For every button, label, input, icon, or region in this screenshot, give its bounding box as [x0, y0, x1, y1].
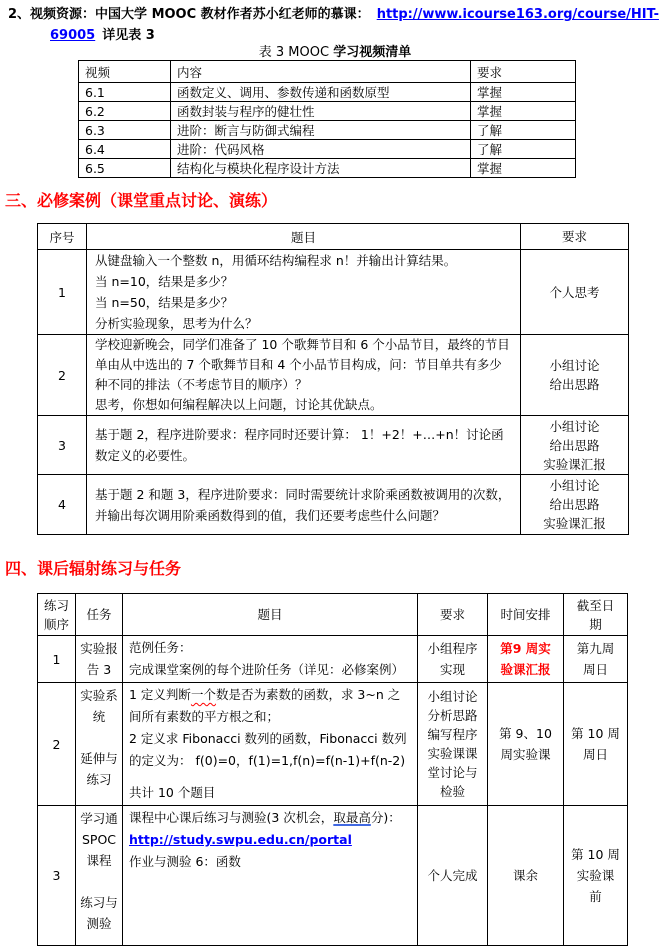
cell-task [76, 806, 123, 946]
title-line: 当 n=50，结果是多少？ [95, 295, 234, 310]
title-line-1 [129, 807, 411, 829]
table-header-row [79, 61, 576, 83]
req-line: 小组讨论 [427, 689, 478, 704]
cell-time [488, 683, 564, 806]
req-line: 给出思路 [549, 437, 600, 453]
req-line: 小组讨论 [549, 358, 600, 373]
cell-content: 进阶：断言与防御式编程 [171, 121, 471, 140]
cell-title [123, 806, 418, 946]
intro-line2 [50, 25, 670, 46]
cell-req [521, 250, 629, 335]
cell-title [87, 416, 521, 475]
deadline-line: 实验课 [576, 868, 615, 883]
deadline-line: 第 10 周 [571, 847, 620, 862]
task-line: 实验报 [80, 641, 118, 656]
cell-title [87, 475, 521, 535]
cell-req: 掌握 [471, 83, 576, 102]
req-line: 编写程序 [427, 727, 478, 742]
title-text: 课程中心课后练习与测验(3 次机会， [129, 810, 334, 825]
cell-title [87, 250, 521, 335]
title-text: 分)： [370, 810, 401, 825]
cell-title [123, 636, 418, 683]
cell-req: 了解 [471, 140, 576, 159]
col-header-deadline [564, 594, 628, 636]
cell-video: 6.4 [79, 140, 171, 159]
course-url-link[interactable]: http://www.icourse163.org/course/HIT- [376, 7, 659, 22]
homework-table [37, 593, 628, 946]
table-row [38, 475, 629, 535]
title-line: 当 n=10，结果是多少？ [95, 274, 234, 289]
caption-prefix: 表 3 MOOC [258, 45, 334, 60]
intro-text: 2、视频资源：中国大学 MOOC 教材作者苏小红老师的慕课： [8, 7, 370, 22]
title-line: 基于题 2，程序进阶要求：程序同时还要计算： 1！+2！+…+n！讨论函数定义的必要性。 [95, 427, 504, 463]
title-text: 1 定义判断 [129, 687, 191, 702]
req-line: 个人完成 [427, 868, 478, 883]
title-line: 从键盘输入一个整数 n，用循环结构编程求 n！并输出计算结果。 [95, 253, 457, 268]
header-line: 练习 [43, 597, 69, 613]
task-line: 学习通 [80, 811, 118, 826]
table-header-row [38, 594, 628, 636]
title-line: 完成课堂案例的每个进阶任务（详见：必修案例） [129, 662, 405, 677]
cell-deadline [564, 806, 628, 946]
header-line: 顺序 [43, 616, 69, 632]
task-line: 告 3 [86, 662, 112, 677]
cell-video: 6.2 [79, 102, 171, 121]
table-row [38, 250, 629, 335]
table-header-row [38, 224, 629, 250]
task-line: 课程 [86, 853, 112, 868]
table-row [79, 159, 576, 178]
title-paragraph-1 [129, 684, 411, 728]
cell-req: 了解 [471, 121, 576, 140]
page [0, 4, 670, 950]
task-line: 测验 [86, 916, 112, 931]
cell-req [418, 636, 488, 683]
deadline-line: 第九周 [576, 641, 615, 656]
req-line: 小组程序 [427, 641, 478, 656]
col-header-req: 要求 [418, 594, 488, 636]
title-line: 分析实验现象，思考为什么？ [95, 316, 258, 331]
caption-bold: 学习视频清单 [333, 45, 412, 60]
table-caption [0, 46, 670, 60]
required-cases-table [37, 223, 629, 535]
cell-req: 掌握 [471, 102, 576, 121]
cell-order: 1 [38, 636, 76, 683]
cell-req [521, 416, 629, 475]
cell-task [76, 636, 123, 683]
req-line: 小组讨论 [549, 418, 600, 434]
col-header-task: 任务 [76, 594, 123, 636]
cell-deadline [564, 683, 628, 806]
req-line: 个人思考 [549, 284, 600, 300]
task-line: 实验系 [80, 688, 118, 703]
cell-req: 掌握 [471, 159, 576, 178]
time-line: 课余 [512, 868, 538, 883]
col-header-time: 时间安排 [488, 594, 564, 636]
time-line: 验课汇报 [500, 662, 551, 677]
cell-order: 2 [38, 683, 76, 806]
cell-req [418, 683, 488, 806]
table-row [38, 335, 629, 416]
task-line: 延伸与 [80, 751, 118, 766]
cell-req [521, 335, 629, 416]
req-line: 实验课汇报 [543, 456, 606, 472]
col-header-req: 要求 [471, 61, 576, 83]
table-row [79, 140, 576, 159]
spellcheck-marked-text: 一个 [190, 687, 216, 702]
intro-line1 [8, 4, 670, 25]
col-header-order [38, 594, 76, 636]
col-header-title: 题目 [123, 594, 418, 636]
task-line: 练习与 [80, 895, 118, 910]
deadline-line: 周日 [582, 747, 608, 762]
time-line: 第9 周实 [500, 641, 551, 656]
cell-task [76, 683, 123, 806]
title-paragraph-3: 共计 10 个题目 [129, 785, 216, 800]
req-line: 检验 [439, 784, 465, 799]
title-paragraph-2: 2 定义求 Fibonacci 数列的函数，Fibonacci 数列的定义为： f(0)=0，f(1)=1,f(n)=f(n-1)+f(n-2) [129, 731, 407, 768]
cell-no: 2 [38, 335, 87, 416]
col-header-req: 要求 [521, 224, 629, 250]
task-line [78, 727, 120, 748]
cell-time [488, 636, 564, 683]
title-line: 学校迎新晚会，同学们准备了 10 个歌舞节目和 6 个小品节目，最终的节目单由从中选出的 7 个歌舞节目和 4 个小品节目构成，问：节目单共有多少种不同的排法（不考虑节目的顺序）？ [95, 337, 510, 392]
intro-suffix: 详见表 3 [102, 28, 155, 43]
req-line: 分析思路 [427, 708, 478, 723]
cell-content: 函数定义、调用、参数传递和函数原型 [171, 83, 471, 102]
deadline-line: 前 [589, 889, 602, 904]
col-header-no: 序号 [38, 224, 87, 250]
cell-req [418, 806, 488, 946]
req-line: 给出思路 [549, 497, 600, 512]
table-row [38, 683, 628, 806]
cell-deadline [564, 636, 628, 683]
cell-video: 6.5 [79, 159, 171, 178]
cell-video: 6.1 [79, 83, 171, 102]
title-line-3: 作业与测验 6：函数 [129, 854, 241, 869]
task-line: 统 [92, 709, 106, 724]
cell-time [488, 806, 564, 946]
cell-content: 函数封装与程序的健壮性 [171, 102, 471, 121]
portal-link[interactable]: http://study.swpu.edu.cn/portal [129, 832, 352, 847]
video-list-table [78, 60, 576, 178]
intro-paragraph [8, 4, 670, 46]
cell-title [87, 335, 521, 416]
req-line: 实现 [439, 662, 465, 677]
table-row [79, 121, 576, 140]
table-row [79, 83, 576, 102]
cell-no: 4 [38, 475, 87, 535]
section-title-homework: 四、课后辐射练习与任务 [5, 559, 182, 578]
req-line: 堂讨论与 [427, 765, 478, 780]
cell-req [521, 475, 629, 535]
cell-content: 进阶：代码风格 [171, 140, 471, 159]
title-line: 基于题 2 和题 3，程序进阶要求：同时需要统计求阶乘函数被调用的次数，并输出每次调用阶乘函数得到的值，我们还要考虑些什么问题？ [95, 486, 511, 523]
table-row [38, 636, 628, 683]
deadline-line: 周日 [582, 662, 608, 677]
cell-order: 3 [38, 806, 76, 946]
header-line: 期 [589, 616, 602, 632]
header-line: 截至日 [576, 597, 615, 613]
grammar-marked-text: 取最高 [333, 810, 371, 825]
time-line: 周实验课 [500, 747, 551, 762]
time-line: 第 9、10 [499, 726, 552, 741]
table-row [38, 416, 629, 475]
req-line: 实验课课 [427, 746, 478, 761]
table-row [38, 806, 628, 946]
title-text: 数是否为素数的函数，求 3~n 之间所有素数的平方根之和； [129, 687, 401, 724]
cell-content: 结构化与模块化程序设计方法 [171, 159, 471, 178]
col-header-video: 视频 [79, 61, 171, 83]
blank-line [129, 772, 411, 782]
cell-no: 1 [38, 250, 87, 335]
deadline-line: 第 10 周 [571, 726, 620, 741]
title-line-2 [129, 829, 411, 851]
course-url-link-continued[interactable]: 69005 [50, 28, 96, 43]
task-line [78, 871, 120, 892]
req-line: 给出思路 [549, 377, 600, 392]
title-line: 范例任务： [129, 640, 192, 655]
cell-title [123, 683, 418, 806]
title-line: 思考，你想如何编程解决以上问题，讨论其优缺点。 [95, 397, 383, 412]
cell-video: 6.3 [79, 121, 171, 140]
req-line: 实验课汇报 [543, 516, 606, 531]
task-line: SPOC [81, 832, 117, 847]
table-row [79, 102, 576, 121]
col-header-title: 题目 [87, 224, 521, 250]
col-header-content: 内容 [171, 61, 471, 83]
req-line: 小组讨论 [549, 478, 600, 493]
task-line: 练习 [86, 772, 112, 787]
cell-no: 3 [38, 416, 87, 475]
section-title-required-cases: 三、必修案例（课堂重点讨论、演练） [5, 191, 278, 210]
